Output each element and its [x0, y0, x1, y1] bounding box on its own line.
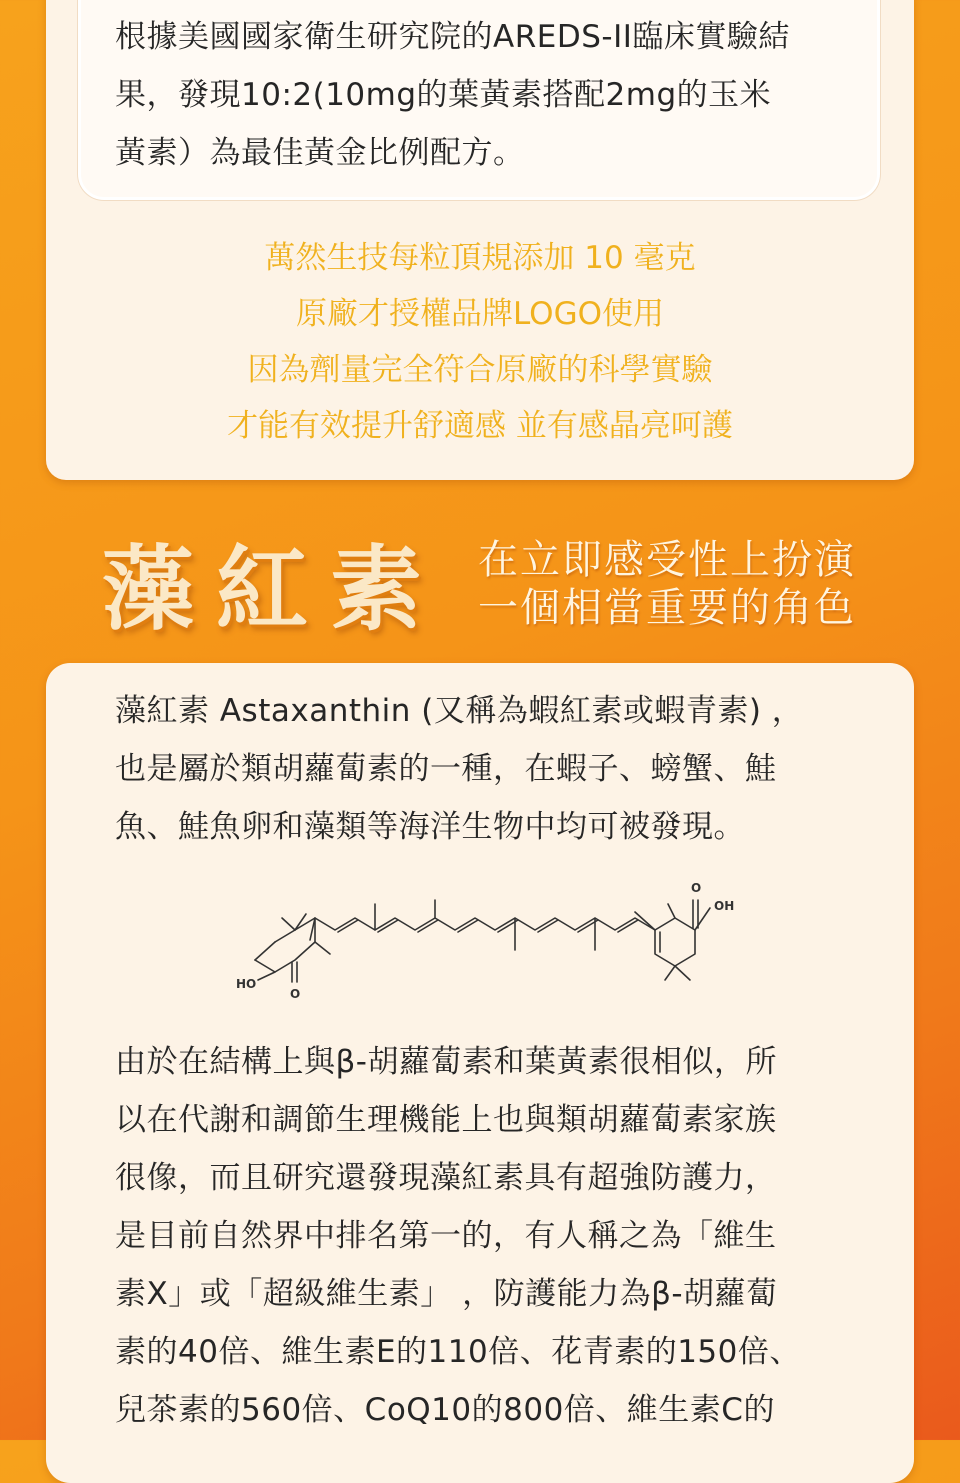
subtitle-line-1: 在立即感受性上扮演 [478, 537, 856, 583]
intro-paragraph: 根據美國國家衛生研究院的AREDS-II臨床實驗結 果，發現10:2(10mg的葉黃素搭配2mg的玉米 黃素）為最佳黃金比例配方。 [115, 19, 790, 171]
hydroxyl-label-right: OH [714, 899, 735, 913]
section-title: 藻紅素 [102, 535, 445, 643]
oxygen-label-right: O [691, 881, 702, 895]
astaxanthin-intro-paragraph: 藻紅素 Astaxanthin (又稱為蝦紅素或蝦青素) ， 也是屬於類胡蘿蔔素的一種，在蝦子、螃蟹、鮭 魚、鮭魚卵和藻類等海洋生物中均可被發現。 [115, 693, 804, 845]
highlight-line: 才能有效提升舒適感 並有感晶亮呵護 [227, 408, 733, 444]
astaxanthin-benefits-paragraph: 由於在結構上與β-胡蘿蔔素和葉黃素很相似，所 以在代謝和調節生理機能上也與類胡蘿蔔素家族 很像，而且研究還發現藻紅素具有超強防護力， 是目前自然界中排名第一的，有人稱之為「維生 素X」或「超級維生素」 ，防護能力為β-胡蘿蔔 素的40倍、維生素E的110倍、花青素的150倍、 兒茶素的560倍、CoQ10的800倍、維生素C的 [115, 1044, 801, 1428]
oxygen-label-left: O [290, 987, 301, 1001]
hydroxyl-label-left: HO [236, 977, 257, 991]
highlight-block [46, 230, 914, 454]
highlight-line: 因為劑量完全符合原廠的科學實驗 [247, 352, 713, 388]
subtitle-line-2: 一個相當重要的角色 [478, 585, 856, 631]
section-subtitle [478, 536, 856, 632]
astaxanthin-molecule-diagram [220, 870, 740, 1020]
highlight-line: 原廠才授權品牌LOGO使用 [296, 296, 664, 332]
highlight-line: 萬然生技每粒頂規添加 10 毫克 [264, 240, 696, 276]
